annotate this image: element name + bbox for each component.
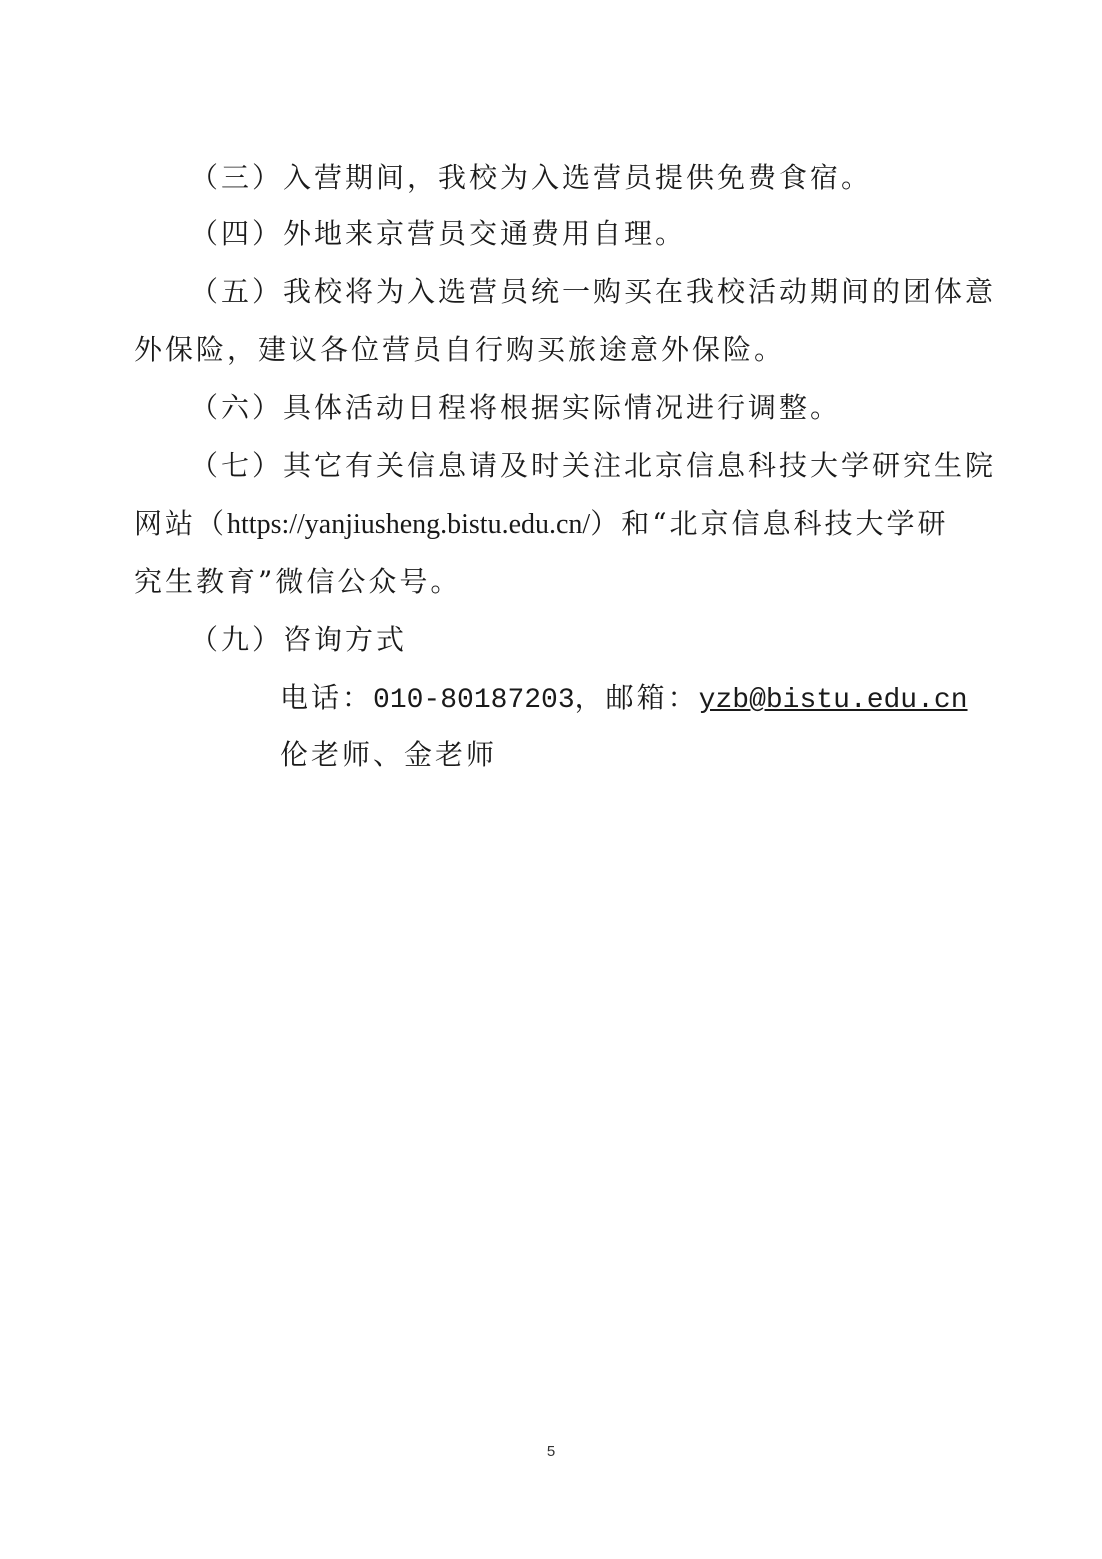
item-4-text: （四）外地来京营员交通费用自理。 bbox=[190, 217, 687, 250]
phone-label: 电话： bbox=[280, 681, 374, 714]
phone-number: 010-80187203 bbox=[373, 685, 575, 716]
item-5-text-line1: （五）我校将为入选营员统一购买在我校活动期间的团体意 bbox=[190, 275, 997, 308]
email-label: ，邮箱： bbox=[574, 681, 699, 714]
item-7-suffix: ）和“北京信息科技大学研 bbox=[590, 507, 949, 540]
item-3-text: （三）入营期间，我校为入选营员提供免费食宿。 bbox=[190, 161, 873, 194]
item-9-heading: （九）咨询方式 bbox=[190, 623, 408, 656]
item-7-prefix: 网站（ bbox=[134, 507, 228, 540]
email-link[interactable]: yzb@bistu.edu.cn bbox=[698, 685, 968, 716]
item-5-text-line2: 外保险，建议各位营员自行购买旅途意外保险。 bbox=[134, 333, 786, 366]
page-number: 5 bbox=[546, 1443, 556, 1460]
item-7-text-line2 bbox=[134, 506, 974, 543]
item-7-text-line3: 究生教育”微信公众号。 bbox=[134, 565, 462, 598]
item-6-text: （六）具体活动日程将根据实际情况进行调整。 bbox=[190, 391, 842, 424]
item-7-text-line1: （七）其它有关信息请及时关注北京信息科技大学研究生院 bbox=[190, 449, 997, 482]
contact-teachers: 伦老师、金老师 bbox=[280, 738, 498, 771]
website-url[interactable]: https://yanjiusheng.bistu.edu.cn/ bbox=[227, 509, 591, 540]
contact-line bbox=[280, 680, 980, 719]
